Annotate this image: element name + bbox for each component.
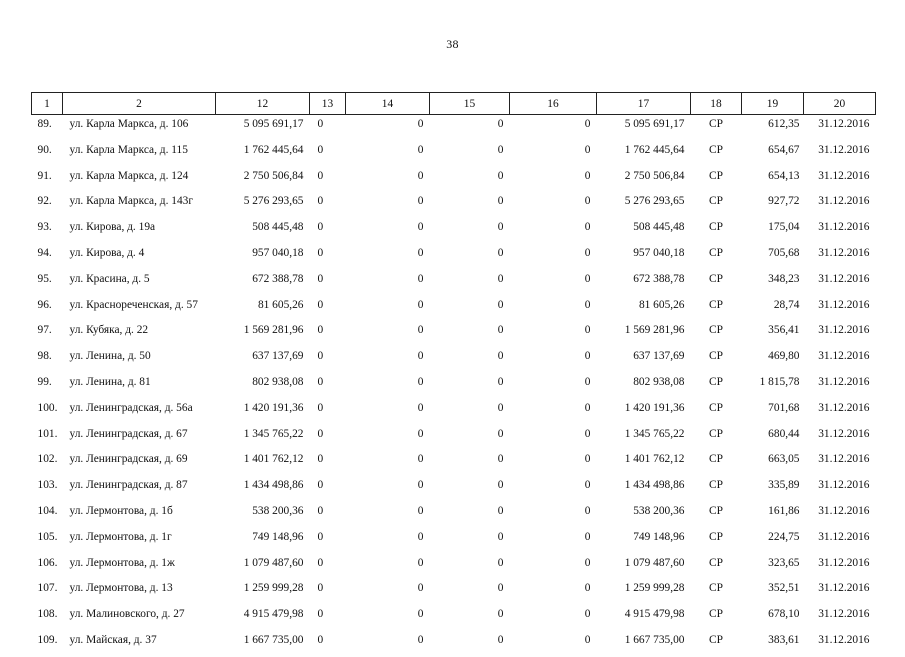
value-col-14: 0 [417,195,424,208]
value-col-15: 0 [497,324,504,337]
value-col-13: 0 [317,350,324,363]
total-cost: 672 388,78 [252,272,304,285]
table-row [32,399,876,425]
address: ул. Майская, д. 37 [69,633,157,646]
cost-col-17: 1 079 487,60 [624,556,685,569]
table-row [32,347,876,373]
area: 175,04 [768,221,800,234]
total-cost: 1 345 765,22 [243,427,304,440]
row-number: 104. [37,504,58,517]
row-number: 91. [37,169,52,182]
deadline-date: 31.12.2016 [818,143,870,156]
value-col-15: 0 [497,272,504,285]
value-col-13: 0 [317,298,324,311]
table-row [32,192,876,218]
value-col-14: 0 [417,401,424,414]
funding-type: СР [709,169,723,182]
column-header: 1 [32,93,63,115]
table-row [32,167,876,193]
area: 680,44 [768,427,800,440]
value-col-14: 0 [417,221,424,234]
address-text: ул. Ленинградская, д. 56а [69,401,193,414]
row-number: 109. [37,633,58,646]
row-number: 101. [37,427,58,440]
table-row [32,605,876,631]
area: 356,41 [768,324,800,337]
row-number: 97. [37,324,52,337]
value-col-14: 0 [417,479,424,492]
value-col-14: 0 [417,350,424,363]
area: 1 815,78 [759,375,800,388]
value-col-14: 0 [417,246,424,259]
cost-col-17: 1 667 735,00 [624,633,685,646]
value-col-13: 0 [317,608,324,621]
address: ул. Карла Маркса, д. 115 [69,143,188,156]
table-row [32,450,876,476]
row-number: 108. [37,608,58,621]
value-col-14: 0 [417,375,424,388]
cost-col-17: 957 040,18 [633,246,685,259]
value-col-14: 0 [417,272,424,285]
deadline-date: 31.12.2016 [818,633,870,646]
value-col-16: 0 [584,427,591,440]
row-number: 96. [37,298,52,311]
table-row [32,141,876,167]
cost-col-17: 749 148,96 [633,530,685,543]
total-cost: 5 095 691,17 [243,118,304,130]
funding-type: СР [709,375,723,388]
value-col-14: 0 [417,530,424,543]
funding-type: СР [709,453,723,466]
address-text: ул. Карла Маркса, д. 143г [69,195,194,208]
value-col-15: 0 [497,582,504,595]
area: 348,23 [768,272,800,285]
area: 927,72 [768,195,800,208]
column-header: 12 [216,93,310,115]
cost-col-17: 672 388,78 [633,272,685,285]
value-col-16: 0 [584,118,591,130]
funding-type: СР [709,272,723,285]
page-number: 38 [446,37,459,51]
total-cost: 538 200,36 [252,504,304,517]
cost-col-17: 2 750 506,84 [624,169,685,182]
value-col-14: 0 [417,453,424,466]
area: 654,67 [768,143,800,156]
value-col-14: 0 [417,298,424,311]
area: 383,61 [768,633,800,646]
value-col-13: 0 [317,221,324,234]
cost-col-17: 637 137,69 [633,350,685,363]
deadline-date: 31.12.2016 [818,530,870,543]
row-number: 94. [37,246,52,259]
deadline-date: 31.12.2016 [818,169,870,182]
value-col-14: 0 [417,556,424,569]
value-col-13: 0 [317,582,324,595]
deadline-date: 31.12.2016 [818,582,870,595]
funding-type: СР [709,479,723,492]
deadline-date: 31.12.2016 [818,350,870,363]
value-col-16: 0 [584,375,591,388]
value-col-13: 0 [317,427,324,440]
column-header: 13 [310,93,346,115]
address: ул. Красина, д. 5 [69,272,150,285]
value-col-14: 0 [417,504,424,517]
value-col-13: 0 [317,272,324,285]
funding-type: СР [709,530,723,543]
column-header: 17 [597,93,691,115]
value-col-15: 0 [497,453,504,466]
register-table [31,92,876,657]
cost-col-17: 1 569 281,96 [624,324,685,337]
total-cost: 1 420 191,36 [243,401,304,414]
area: 701,68 [768,401,800,414]
deadline-date: 31.12.2016 [818,195,870,208]
address: ул. Малиновского, д. 27 [69,608,185,621]
value-col-13: 0 [317,401,324,414]
value-col-16: 0 [584,556,591,569]
value-col-13: 0 [317,530,324,543]
value-col-16: 0 [584,324,591,337]
area: 678,10 [768,608,800,621]
deadline-date: 31.12.2016 [818,375,870,388]
value-col-16: 0 [584,195,591,208]
deadline-date: 31.12.2016 [818,504,870,517]
row-number: 105. [37,530,58,543]
cost-col-17: 508 445,48 [633,221,685,234]
value-col-15: 0 [497,633,504,646]
address: ул. Карла Маркса, д. 106 [69,118,189,130]
value-col-16: 0 [584,479,591,492]
column-header: 18 [691,93,742,115]
area: 335,89 [768,479,800,492]
total-cost: 2 750 506,84 [243,169,304,182]
value-col-13: 0 [317,324,324,337]
value-col-15: 0 [497,143,504,156]
value-col-14: 0 [417,608,424,621]
value-col-15: 0 [497,221,504,234]
value-col-13: 0 [317,118,324,130]
address: ул. Кирова, д. 4 [69,246,145,259]
address: ул. Карла Маркса, д. 124 [69,169,189,182]
funding-type: СР [709,350,723,363]
value-col-15: 0 [497,530,504,543]
table-row [32,502,876,528]
total-cost: 1 667 735,00 [243,633,304,646]
cost-col-17: 1 420 191,36 [624,401,685,414]
cost-col-17: 81 605,26 [638,298,685,311]
address: ул. Ленинградская, д. 87 [69,479,188,492]
address: ул. Лермонтова, д. 1б [69,504,173,517]
total-cost: 802 938,08 [252,375,304,388]
address: ул. Лермонтова, д. 1ж [69,556,175,569]
funding-type: СР [709,556,723,569]
value-col-16: 0 [584,350,591,363]
address: ул. Ленина, д. 50 [69,350,151,363]
total-cost: 1 434 498,86 [243,479,304,492]
value-col-16: 0 [584,246,591,259]
value-col-14: 0 [417,633,424,646]
row-number: 98. [37,350,52,363]
address [63,296,216,322]
value-col-16: 0 [584,401,591,414]
funding-type: СР [709,246,723,259]
funding-type: СР [709,582,723,595]
value-col-14: 0 [417,324,424,337]
total-cost: 637 137,69 [252,350,304,363]
column-header: 20 [804,93,876,115]
total-cost: 81 605,26 [257,298,304,311]
total-cost: 1 401 762,12 [243,453,304,466]
value-col-15: 0 [497,608,504,621]
cost-col-17: 1 434 498,86 [624,479,685,492]
column-header: 2 [63,93,216,115]
area: 663,05 [768,453,800,466]
value-col-15: 0 [497,118,504,130]
table-row [32,270,876,296]
value-col-15: 0 [497,169,504,182]
deadline-date: 31.12.2016 [818,246,870,259]
funding-type: СР [709,221,723,234]
value-col-15: 0 [497,375,504,388]
value-col-15: 0 [497,246,504,259]
row-number: 99. [37,375,52,388]
value-col-13: 0 [317,556,324,569]
area: 161,86 [768,504,800,517]
table-row [32,425,876,451]
funding-type: СР [709,324,723,337]
deadline-date: 31.12.2016 [818,118,870,130]
address: ул. Ленинградская, д. 67 [69,427,188,440]
deadline-date: 31.12.2016 [818,401,870,414]
deadline-date: 31.12.2016 [818,556,870,569]
row-number: 103. [37,479,58,492]
column-header: 14 [346,93,430,115]
area: 612,35 [768,118,800,130]
deadline-date: 31.12.2016 [818,221,870,234]
value-col-15: 0 [497,350,504,363]
table-row [32,115,876,141]
table-row [32,218,876,244]
column-header: 19 [742,93,804,115]
value-col-16: 0 [584,582,591,595]
row-number: 92. [37,195,52,208]
address: ул. Ленинградская, д. 69 [69,453,188,466]
area: 654,13 [768,169,800,182]
value-col-13: 0 [317,143,324,156]
table-row [32,579,876,605]
value-col-13: 0 [317,633,324,646]
value-col-16: 0 [584,169,591,182]
deadline-date: 31.12.2016 [818,272,870,285]
funding-type: СР [709,427,723,440]
value-col-14: 0 [417,118,424,130]
address: ул. Лермонтова, д. 13 [69,582,173,595]
value-col-15: 0 [497,427,504,440]
address-text: ул. Краснореченская, д. 57 [69,298,198,311]
funding-type: СР [709,143,723,156]
cost-col-17: 5 276 293,65 [624,195,685,208]
cost-col-17: 538 200,36 [633,504,685,517]
area: 352,51 [768,582,800,595]
area: 224,75 [768,530,800,543]
row-number: 89. [37,118,52,130]
total-cost: 749 148,96 [252,530,304,543]
value-col-15: 0 [497,504,504,517]
table-row [32,244,876,270]
table-row [32,296,876,322]
address [63,192,216,218]
row-number: 102. [37,453,58,466]
table-row [32,631,876,657]
address: ул. Ленина, д. 81 [69,375,151,388]
row-number: 107. [37,582,58,595]
cost-col-17: 4 915 479,98 [624,608,685,621]
value-col-15: 0 [497,401,504,414]
value-col-14: 0 [417,427,424,440]
value-col-14: 0 [417,582,424,595]
deadline-date: 31.12.2016 [818,427,870,440]
table-row [32,528,876,554]
value-col-16: 0 [584,608,591,621]
value-col-13: 0 [317,479,324,492]
area: 323,65 [768,556,800,569]
deadline-date: 31.12.2016 [818,324,870,337]
column-header: 16 [510,93,597,115]
value-col-13: 0 [317,195,324,208]
funding-type: СР [709,195,723,208]
value-col-16: 0 [584,453,591,466]
value-col-16: 0 [584,143,591,156]
deadline-date: 31.12.2016 [818,608,870,621]
value-col-15: 0 [497,556,504,569]
row-number: 106. [37,556,58,569]
cost-col-17: 1 259 999,28 [624,582,685,595]
funding-type: СР [709,608,723,621]
table-body [32,115,876,657]
value-col-16: 0 [584,633,591,646]
value-col-16: 0 [584,221,591,234]
cost-col-17: 1 401 762,12 [624,453,685,466]
value-col-16: 0 [584,530,591,543]
funding-type: СР [709,633,723,646]
value-col-13: 0 [317,504,324,517]
total-cost: 4 915 479,98 [243,608,304,621]
funding-type: СР [709,298,723,311]
column-header: 15 [430,93,510,115]
table-header-row [32,93,876,115]
value-col-14: 0 [417,143,424,156]
cost-col-17: 802 938,08 [633,375,685,388]
total-cost: 1 569 281,96 [243,324,304,337]
cost-col-17: 1 345 765,22 [624,427,685,440]
deadline-date: 31.12.2016 [818,453,870,466]
total-cost: 1 259 999,28 [243,582,304,595]
address: ул. Лермонтова, д. 1г [69,530,172,543]
value-col-16: 0 [584,298,591,311]
row-number: 90. [37,143,52,156]
row-number: 95. [37,272,52,285]
value-col-13: 0 [317,375,324,388]
address: ул. Кирова, д. 19а [69,221,156,234]
row-number: 100. [37,401,58,414]
funding-type: СР [709,118,723,130]
funding-type: СР [709,401,723,414]
row-number: 93. [37,221,52,234]
cost-col-17: 5 095 691,17 [624,118,685,130]
total-cost: 5 276 293,65 [243,195,304,208]
area: 28,74 [773,298,800,311]
total-cost: 957 040,18 [252,246,304,259]
value-col-13: 0 [317,246,324,259]
table-row [32,476,876,502]
value-col-13: 0 [317,453,324,466]
funding-type: СР [709,504,723,517]
value-col-13: 0 [317,169,324,182]
total-cost: 1 762 445,64 [243,143,304,156]
table-row [32,554,876,580]
area: 469,80 [768,350,800,363]
table-row [32,321,876,347]
deadline-date: 31.12.2016 [818,298,870,311]
total-cost: 508 445,48 [252,221,304,234]
area: 705,68 [768,246,800,259]
table-row [32,373,876,399]
value-col-15: 0 [497,195,504,208]
deadline-date: 31.12.2016 [818,479,870,492]
address: ул. Кубяка, д. 22 [69,324,149,337]
value-col-15: 0 [497,298,504,311]
value-col-16: 0 [584,272,591,285]
value-col-14: 0 [417,169,424,182]
cost-col-17: 1 762 445,64 [624,143,685,156]
address [63,399,216,425]
total-cost: 1 079 487,60 [243,556,304,569]
value-col-16: 0 [584,504,591,517]
value-col-15: 0 [497,479,504,492]
